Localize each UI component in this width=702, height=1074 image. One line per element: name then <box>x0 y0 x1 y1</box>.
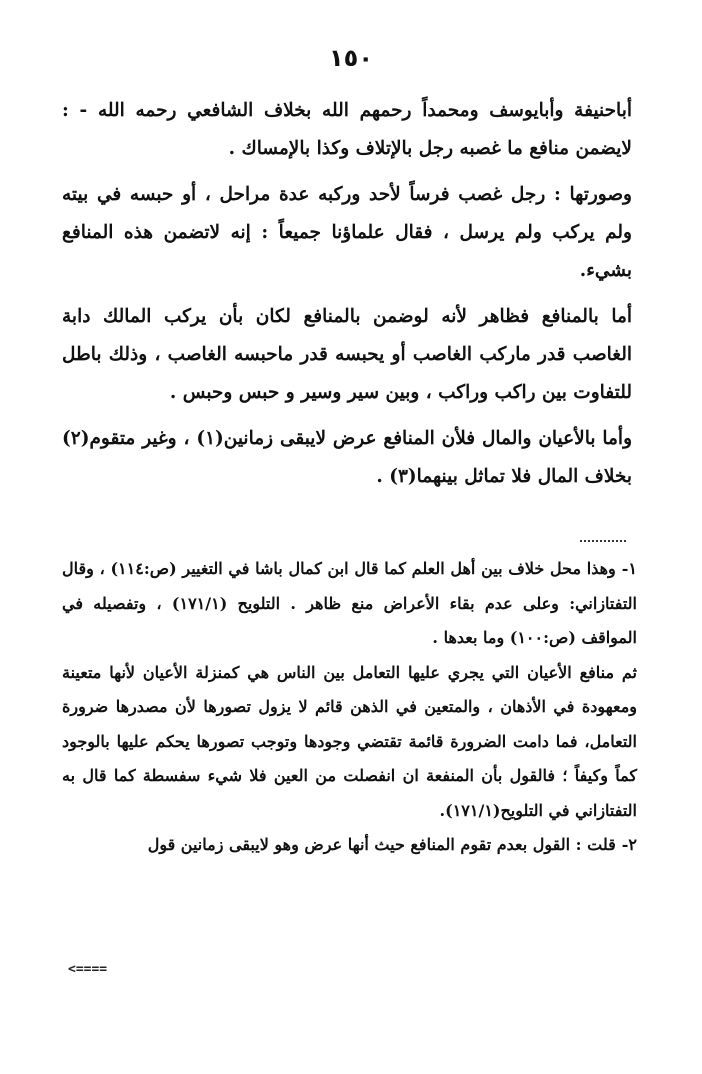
footnote-text: قلت : القول بعدم تقوم المنافع حيث أنها عرض وهو لايبقى زمانين قول <box>147 835 616 854</box>
footnote-2 <box>62 828 637 863</box>
footnote-divider <box>580 540 626 542</box>
footnote-1 <box>62 552 637 656</box>
footnote-number: ٢- <box>621 835 637 854</box>
footnote-text: وهذا محل خلاف بين أهل العلم كما قال ابن كمال باشا في التغيير (ص:١١٤) ، وقال التفتازاني: وعلى عدم بقاء الأعراض منع ظاهر . التلويح (١٧١/١) ، وتفصيله في المواقف (ص:١٠٠) وما بعدها . <box>62 559 638 647</box>
continuation-arrow: <==== <box>68 962 108 977</box>
page-number: ١٥٠ <box>329 44 373 72</box>
footnote-1-continuation: ثم منافع الأعيان التي يجري عليها التعامل بين الناس هي كمنزلة الأعيان لأنها متعينة ومعهودة في الأذهان ، والمتعين في الذهن قائم لا يزول تصورها لأن مصدرها ضرورة التعامل، فما دامت الضرورة قائمة تقتضي وجودها وتوجب تصورها يحكم عليها بالوجود كماً وكيفاً ؛ فالقول بأن المنفعة ان انفصلت من العين فلا شيء سفسطة كما قال به التفتازاني في التلويح(١٧١/١). <box>62 662 637 820</box>
paragraph: أما بالمنافع فظاهر لأنه لوضمن بالمنافع لكان بأن يركب المالك دابة الغاصب قدر ماركب الغاصب أو يحبسه قدر ماحبسه الغاصب ، وذلك باطل للتفاوت بين راكب وراكب ، وبين سير وسير و حبس وحبس . <box>62 306 632 403</box>
footnote-number: ١- <box>621 559 637 578</box>
paragraph: وصورتها : رجل غصب فرساً لأحد وركبه عدة مراحل ، أو حبسه في بيته ولم يركب ولم يرسل ، فقال علماؤنا جميعاً : إنه لاتضمن هذه المنافع بشيء. <box>62 184 632 281</box>
paragraph: وأما بالأعيان والمال فلأن المنافع عرض لايبقى زمانين(١) ، وغير متقوم(٢) بخلاف المال فلا تماثل بينهما(٣) . <box>62 428 633 487</box>
paragraph: أباحنيفة وأبايوسف ومحمداً رحمهم الله بخلاف الشافعي رحمه الله - : لايضمن منافع ما غصبه رجل بالإتلاف وكذا بالإمساك . <box>62 100 632 159</box>
footnotes <box>62 552 637 863</box>
main-text <box>62 92 632 496</box>
